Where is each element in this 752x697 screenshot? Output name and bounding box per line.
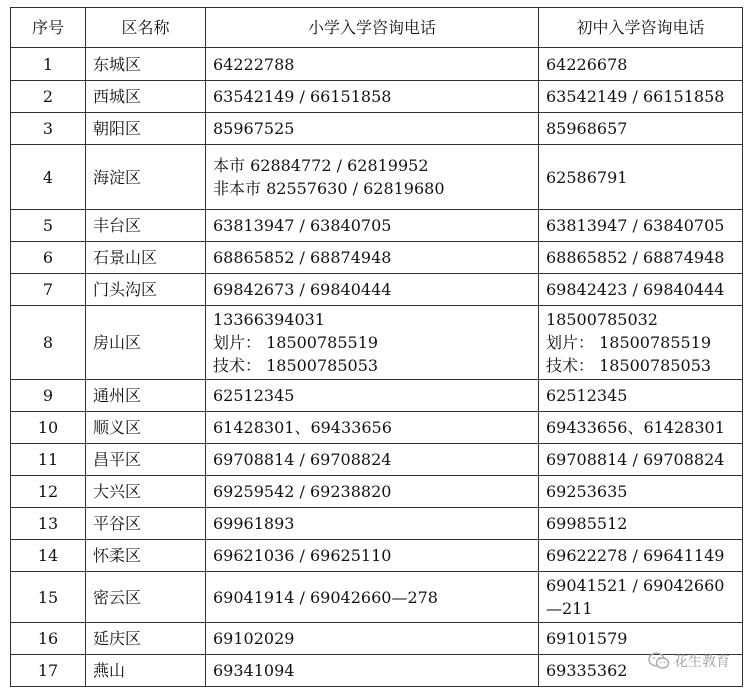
junior-hotline-line: 69101579 bbox=[546, 629, 628, 648]
primary-hotline-line: 本市 62884772 / 62819952 bbox=[213, 156, 429, 175]
watermark bbox=[648, 651, 730, 671]
junior-hotline-cell bbox=[539, 81, 743, 113]
primary-hotline-cell bbox=[206, 145, 539, 210]
table-row bbox=[11, 412, 743, 444]
district-name: 海淀区 bbox=[86, 145, 206, 210]
junior-hotline-line: 63542149 / 66151858 bbox=[546, 87, 725, 106]
primary-hotline-line: 13366394031 bbox=[213, 310, 325, 329]
primary-hotline-line: 划片： 18500785519 bbox=[213, 333, 379, 352]
row-number: 4 bbox=[11, 145, 86, 210]
primary-hotline-cell bbox=[206, 274, 539, 306]
primary-hotline-line: 69708814 / 69708824 bbox=[213, 450, 392, 469]
junior-hotline-cell bbox=[539, 380, 743, 412]
junior-hotline-line: —211 bbox=[546, 599, 593, 618]
junior-hotline-line: 69985512 bbox=[546, 514, 628, 533]
row-number: 16 bbox=[11, 623, 86, 655]
junior-hotline-line: 62586791 bbox=[546, 167, 628, 187]
primary-hotline-cell bbox=[206, 113, 539, 145]
district-name: 房山区 bbox=[86, 306, 206, 380]
junior-hotline-cell bbox=[539, 572, 743, 623]
row-number: 17 bbox=[11, 655, 86, 687]
junior-hotline-line: 69253635 bbox=[546, 482, 628, 501]
junior-hotline-cell bbox=[539, 412, 743, 444]
header-no: 序号 bbox=[11, 8, 86, 48]
junior-hotline-cell bbox=[539, 444, 743, 476]
table-row bbox=[11, 623, 743, 655]
primary-hotline-cell bbox=[206, 476, 539, 508]
table-row bbox=[11, 242, 743, 274]
row-number: 7 bbox=[11, 274, 86, 306]
district-name: 怀柔区 bbox=[86, 540, 206, 572]
junior-hotline-line: 69335362 bbox=[546, 661, 628, 680]
district-name: 西城区 bbox=[86, 81, 206, 113]
district-name: 通州区 bbox=[86, 380, 206, 412]
junior-hotline-cell bbox=[539, 210, 743, 242]
row-number: 11 bbox=[11, 444, 86, 476]
table-row bbox=[11, 572, 743, 623]
primary-hotline-line: 62512345 bbox=[213, 386, 295, 405]
primary-hotline-line: 64222788 bbox=[213, 54, 295, 74]
district-name: 石景山区 bbox=[86, 242, 206, 274]
district-name: 燕山 bbox=[86, 655, 206, 687]
junior-hotline-line: 划片： 18500785519 bbox=[546, 333, 712, 352]
district-name: 平谷区 bbox=[86, 508, 206, 540]
primary-hotline-line: 69961893 bbox=[213, 514, 295, 533]
primary-hotline-cell bbox=[206, 572, 539, 623]
table-row bbox=[11, 508, 743, 540]
table-row bbox=[11, 145, 743, 210]
table-row bbox=[11, 81, 743, 113]
primary-hotline-cell bbox=[206, 81, 539, 113]
junior-hotline-line: 63813947 / 63840705 bbox=[546, 216, 725, 235]
junior-hotline-cell bbox=[539, 145, 743, 210]
row-number: 6 bbox=[11, 242, 86, 274]
junior-hotline-cell bbox=[539, 508, 743, 540]
row-number: 12 bbox=[11, 476, 86, 508]
primary-hotline-line: 69621036 / 69625110 bbox=[213, 546, 392, 565]
table-row bbox=[11, 48, 743, 81]
junior-hotline-line: 64226678 bbox=[546, 54, 628, 74]
primary-hotline-line: 69341094 bbox=[213, 661, 295, 680]
row-number: 5 bbox=[11, 210, 86, 242]
junior-hotline-line: 18500785032 bbox=[546, 310, 658, 329]
primary-hotline-cell bbox=[206, 444, 539, 476]
header-primary-hotline: 小学入学咨询电话 bbox=[206, 8, 539, 48]
table-row bbox=[11, 655, 743, 687]
primary-hotline-cell bbox=[206, 210, 539, 242]
row-number: 2 bbox=[11, 81, 86, 113]
table-header-row bbox=[11, 8, 743, 48]
junior-hotline-cell bbox=[539, 540, 743, 572]
row-number: 15 bbox=[11, 572, 86, 623]
row-number: 8 bbox=[11, 306, 86, 380]
table-row bbox=[11, 476, 743, 508]
row-number: 14 bbox=[11, 540, 86, 572]
primary-hotline-line: 69041914 / 69042660—278 bbox=[213, 587, 438, 607]
district-name: 大兴区 bbox=[86, 476, 206, 508]
primary-hotline-line: 69102029 bbox=[213, 629, 295, 648]
junior-hotline-cell bbox=[539, 242, 743, 274]
district-name: 门头沟区 bbox=[86, 274, 206, 306]
row-number: 1 bbox=[11, 48, 86, 81]
district-name: 昌平区 bbox=[86, 444, 206, 476]
table-row bbox=[11, 274, 743, 306]
junior-hotline-cell bbox=[539, 623, 743, 655]
primary-hotline-line: 技术： 18500785053 bbox=[213, 356, 379, 375]
table-row bbox=[11, 444, 743, 476]
row-number: 10 bbox=[11, 412, 86, 444]
primary-hotline-cell bbox=[206, 48, 539, 81]
junior-hotline-line: 69433656、61428301 bbox=[546, 418, 725, 437]
junior-hotline-cell bbox=[539, 48, 743, 81]
hotline-table bbox=[10, 7, 743, 687]
junior-hotline-line: 69622278 / 69641149 bbox=[546, 546, 725, 565]
primary-hotline-cell bbox=[206, 242, 539, 274]
district-name: 顺义区 bbox=[86, 412, 206, 444]
junior-hotline-line: 85968657 bbox=[546, 119, 628, 138]
table-row bbox=[11, 210, 743, 242]
primary-hotline-cell bbox=[206, 508, 539, 540]
primary-hotline-line: 61428301、69433656 bbox=[213, 418, 392, 437]
district-name: 丰台区 bbox=[86, 210, 206, 242]
district-name: 东城区 bbox=[86, 48, 206, 81]
primary-hotline-line: 85967525 bbox=[213, 119, 295, 138]
primary-hotline-line: 69259542 / 69238820 bbox=[213, 482, 392, 501]
primary-hotline-cell bbox=[206, 380, 539, 412]
primary-hotline-line: 63542149 / 66151858 bbox=[213, 87, 392, 106]
header-district: 区名称 bbox=[86, 8, 206, 48]
junior-hotline-cell bbox=[539, 306, 743, 380]
primary-hotline-cell bbox=[206, 540, 539, 572]
primary-hotline-line: 68865852 / 68874948 bbox=[213, 248, 392, 267]
junior-hotline-cell bbox=[539, 113, 743, 145]
primary-hotline-cell bbox=[206, 655, 539, 687]
wechat-icon bbox=[648, 652, 670, 670]
table-row bbox=[11, 113, 743, 145]
junior-hotline-line: 62512345 bbox=[546, 386, 628, 405]
district-name: 密云区 bbox=[86, 572, 206, 623]
junior-hotline-cell bbox=[539, 274, 743, 306]
watermark-text: 花生教育 bbox=[674, 654, 730, 670]
district-name: 朝阳区 bbox=[86, 113, 206, 145]
district-name: 延庆区 bbox=[86, 623, 206, 655]
table-row bbox=[11, 380, 743, 412]
primary-hotline-line: 63813947 / 63840705 bbox=[213, 216, 392, 235]
row-number: 9 bbox=[11, 380, 86, 412]
table-row bbox=[11, 306, 743, 380]
primary-hotline-cell bbox=[206, 306, 539, 380]
row-number: 13 bbox=[11, 508, 86, 540]
primary-hotline-cell bbox=[206, 623, 539, 655]
table-row bbox=[11, 540, 743, 572]
row-number: 3 bbox=[11, 113, 86, 145]
primary-hotline-line: 非本市 82557630 / 62819680 bbox=[213, 179, 445, 198]
junior-hotline-cell bbox=[539, 476, 743, 508]
junior-hotline-line: 技术： 18500785053 bbox=[546, 356, 712, 375]
junior-hotline-line: 69041521 / 69042660 bbox=[546, 576, 725, 595]
junior-hotline-line: 69842423 / 69840444 bbox=[546, 280, 725, 299]
junior-hotline-line: 69708814 / 69708824 bbox=[546, 450, 725, 469]
primary-hotline-cell bbox=[206, 412, 539, 444]
primary-hotline-line: 69842673 / 69840444 bbox=[213, 280, 392, 299]
junior-hotline-line: 68865852 / 68874948 bbox=[546, 248, 725, 267]
header-junior-hotline: 初中入学咨询电话 bbox=[539, 8, 743, 48]
